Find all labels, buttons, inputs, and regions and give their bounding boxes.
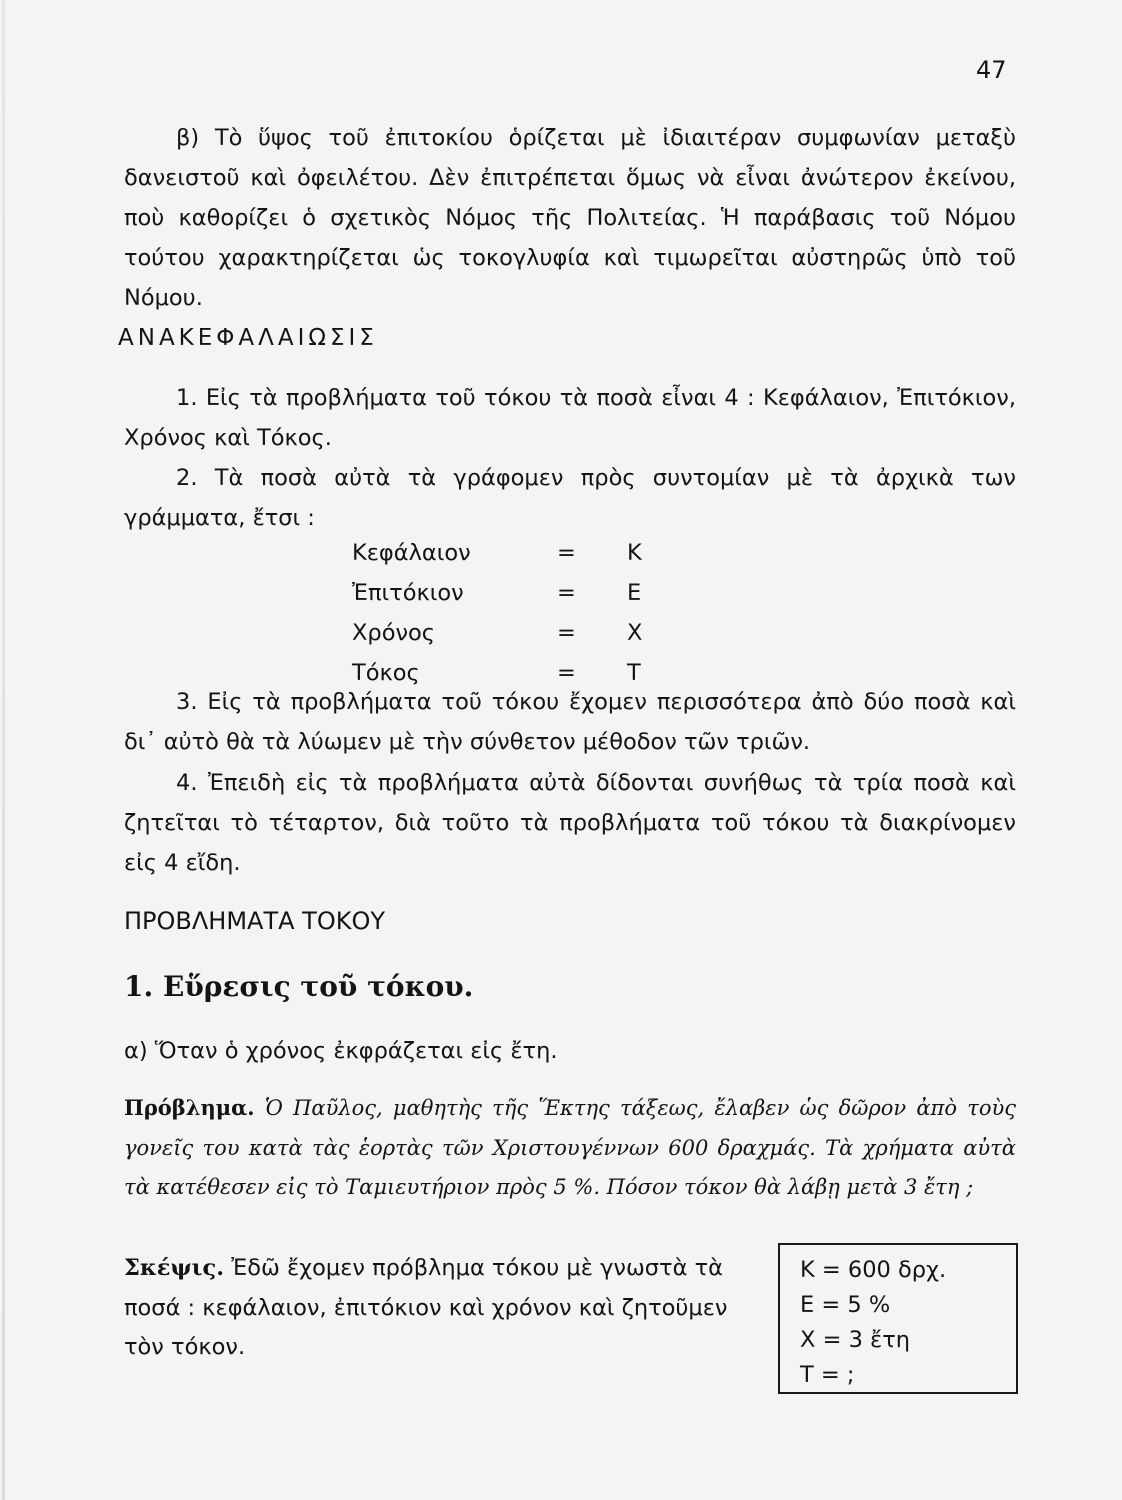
subsection-title: α) Ὅταν ὁ χρόνος ἐκφράζεται εἰς ἔτη. [124,1038,558,1064]
summary-item-2: 2. Τὰ ποσὰ αὐτὰ τὰ γράφομεν πρὸς συντομίαν μὲ τὰ ἀρχικὰ των γράμματα, ἔτσι : [124,465,1016,531]
given-capital: Κ = 600 δρχ. [800,1257,947,1283]
problem-text: Ὁ Παῦλος, μαθητὴς τῆς Ἕκτης τάξεως, ἔλαβεν ὡς δῶρον ἀπὸ τοὺς γονεῖς του κατὰ τὰς ἑορτὰς τῶν Χριστουγέννων 600 δραχμάς. Τὰ χρήματα αὐτὰ τὰ κατέθεσεν εἰς τὸ Ταμιευτήριον πρὸς 5 %. Πόσον τόκον θὰ λάβῃ μετὰ 3 ἔτη ; [124,1096,1016,1199]
given-rate: Ε = 5 % [800,1292,891,1318]
abbreviation-symbol: Χ [627,620,643,646]
equals-sign: = [557,620,576,646]
thinking-text: Ἐδῶ ἔχομεν πρόβλημα τόκου μὲ γνωστὰ τὰ ποσά : κεφάλαιον, ἐπιτόκιον καὶ χρόνον καὶ ζητοῦμεν τὸν τόκον. [124,1255,728,1360]
thinking-label: Σκέψις. [124,1255,225,1281]
abbreviation-row [352,573,642,613]
abbreviation-table [352,533,642,693]
thinking-paragraph [124,1249,754,1368]
abbreviation-row [352,613,642,653]
abbreviation-term: Τόκος [352,660,420,686]
given-time: Χ = 3 ἔτη [800,1327,911,1353]
abbreviation-symbol: Ε [627,580,642,606]
given-values-box [778,1243,1018,1394]
abbreviation-symbol: Κ [627,540,642,566]
summary-heading: ΑΝΑΚΕΦΑΛΑΙΩΣΙΣ [118,325,378,351]
problems-heading: ΠΡΟΒΛΗΜΑΤΑ ΤΟΚΟΥ [124,907,386,935]
abbreviation-row [352,533,642,573]
problem-statement [124,1088,1016,1208]
problem-label: Πρόβλημα. [124,1095,255,1120]
given-interest: Τ = ; [800,1362,855,1388]
scan-edge [2,0,5,1500]
abbreviation-symbol: Τ [627,660,641,686]
page-number: 47 [976,56,1007,84]
equals-sign: = [557,540,576,566]
section-title: 1. Εὕρεσις τοῦ τόκου. [124,970,474,1003]
summary-item-1: 1. Εἰς τὰ προβλήματα τοῦ τόκου τὰ ποσὰ εἶναι 4 : Κεφάλαιον, Ἐπιτόκιον, Χρόνος καὶ Τόκος. [124,385,1016,451]
abbreviation-term: Κεφάλαιον [352,540,471,566]
summary-item-3: 3. Εἰς τὰ προβλήματα τοῦ τόκου ἔχομεν περισσότερα ἀπὸ δύο ποσὰ καὶ δι᾽ αὐτὸ θὰ τὰ λύωμεν μὲ τὴν σύνθετον μέθοδον τῶν τριῶν. [124,689,1016,755]
abbreviation-term: Ἐπιτόκιον [352,580,464,606]
abbreviation-term: Χρόνος [352,620,436,646]
summary-item-4: 4. Ἐπειδὴ εἰς τὰ προβλήματα αὐτὰ δίδονται συνήθως τὰ τρία ποσὰ καὶ ζητεῖται τὸ τέταρτον, διὰ τοῦτο τὰ προβλήματα τοῦ τόκου τὰ διακρίνομεν εἰς 4 εἴδη. [124,770,1016,876]
equals-sign: = [557,660,576,686]
paragraph-beta: β) Τὸ ὕψος τοῦ ἐπιτοκίου ὁρίζεται μὲ ἰδιαιτέραν συμφωνίαν μεταξὺ δανειστοῦ καὶ ὀφειλέτου. Δὲν ἐπιτρέπεται ὅμως νὰ εἶναι ἀνώτερον ἐκείνου, ποὺ καθορίζει ὁ σχετικὸς Νόμος τῆς Πολιτείας. Ἡ παράβασις τοῦ Νόμου τούτου χαρακτηρίζεται ὡς τοκογλυφία καὶ τιμωρεῖται αὐστηρῶς ὑπὸ τοῦ Νόμου. [124,125,1016,311]
equals-sign: = [557,580,576,606]
